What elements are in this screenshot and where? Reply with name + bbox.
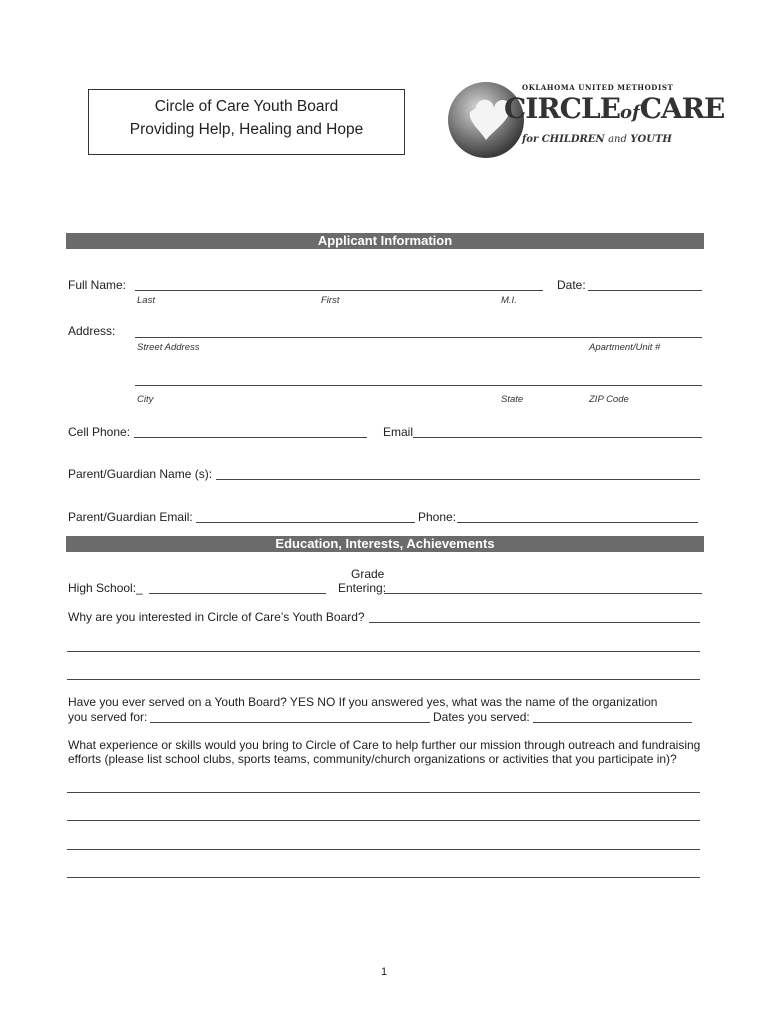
experience-line-2[interactable] bbox=[67, 820, 700, 821]
experience-question-line1: What experience or skills would you bring to Circle of Care to help further our mission through outreach and fundraising bbox=[68, 738, 701, 752]
form-title: Circle of Care Youth Board bbox=[154, 98, 339, 115]
zip-caption: ZIP Code bbox=[589, 394, 629, 405]
grade-entering-field[interactable] bbox=[384, 593, 702, 594]
page-number: 1 bbox=[381, 966, 388, 978]
guardian-email-field[interactable] bbox=[196, 522, 415, 523]
state-caption: State bbox=[501, 394, 524, 405]
why-interested-label: Why are you interested in Circle of Care’s Youth Board? bbox=[68, 610, 365, 624]
experience-line-1[interactable] bbox=[67, 792, 700, 793]
dates-served-field[interactable] bbox=[533, 722, 692, 723]
experience-line-4[interactable] bbox=[67, 877, 700, 878]
experience-question-line2: efforts (please list school clubs, sports teams, community/church organizations or activities that you participate in)? bbox=[68, 752, 677, 766]
address-label: Address: bbox=[68, 324, 116, 338]
served-for-label: you served for: bbox=[68, 710, 148, 724]
dates-served-label: Dates you served: bbox=[433, 710, 530, 724]
served-organization-field[interactable] bbox=[150, 722, 430, 723]
guardian-phone-field[interactable] bbox=[457, 522, 698, 523]
experience-line-3[interactable] bbox=[67, 849, 700, 850]
city-caption: City bbox=[137, 394, 154, 405]
logo-main-text: CIRCLEofCARE bbox=[504, 92, 725, 125]
logo-bottom-text: for CHILDREN and YOUTH bbox=[522, 134, 672, 145]
why-interested-line-3[interactable] bbox=[67, 679, 700, 680]
title-box bbox=[88, 89, 405, 155]
grade-entering-label: Entering: bbox=[338, 581, 387, 595]
date-field[interactable] bbox=[588, 290, 702, 291]
form-subtitle: Providing Help, Healing and Hope bbox=[129, 121, 364, 138]
middle-initial-caption: M.I. bbox=[501, 295, 517, 306]
city-state-zip-field[interactable] bbox=[135, 385, 702, 386]
guardian-name-label: Parent/Guardian Name (s): bbox=[68, 467, 213, 481]
cell-phone-label: Cell Phone: bbox=[68, 425, 131, 439]
circle-of-care-logo bbox=[446, 78, 725, 160]
street-address-caption: Street Address bbox=[137, 342, 200, 353]
grade-label: Grade bbox=[351, 567, 385, 581]
guardian-email-label: Parent/Guardian Email: bbox=[68, 510, 193, 524]
why-interested-field[interactable] bbox=[369, 622, 700, 623]
high-school-label: High School:_ bbox=[68, 581, 143, 595]
section-applicant-information: Applicant Information bbox=[66, 233, 704, 249]
guardian-name-field[interactable] bbox=[216, 479, 700, 480]
full-name-label: Full Name: bbox=[68, 278, 127, 292]
section-education-interests-achievements: Education, Interests, Achievements bbox=[66, 536, 704, 552]
email-label: Email bbox=[383, 425, 414, 439]
street-address-field[interactable] bbox=[135, 337, 702, 338]
last-name-caption: Last bbox=[137, 295, 155, 306]
apartment-caption: Apartment/Unit # bbox=[589, 342, 661, 353]
high-school-field[interactable] bbox=[149, 593, 326, 594]
served-question: Have you ever served on a Youth Board? YES NO If you answered yes, what was the name of the organization bbox=[68, 695, 658, 709]
full-name-field[interactable] bbox=[135, 290, 543, 291]
guardian-phone-label: Phone: bbox=[418, 510, 457, 524]
first-name-caption: First bbox=[321, 295, 340, 306]
date-label: Date: bbox=[557, 278, 586, 292]
email-field[interactable] bbox=[413, 437, 702, 438]
why-interested-line-2[interactable] bbox=[67, 651, 700, 652]
logo-top-text: OKLAHOMA UNITED METHODIST bbox=[522, 83, 674, 92]
cell-phone-field[interactable] bbox=[134, 437, 367, 438]
